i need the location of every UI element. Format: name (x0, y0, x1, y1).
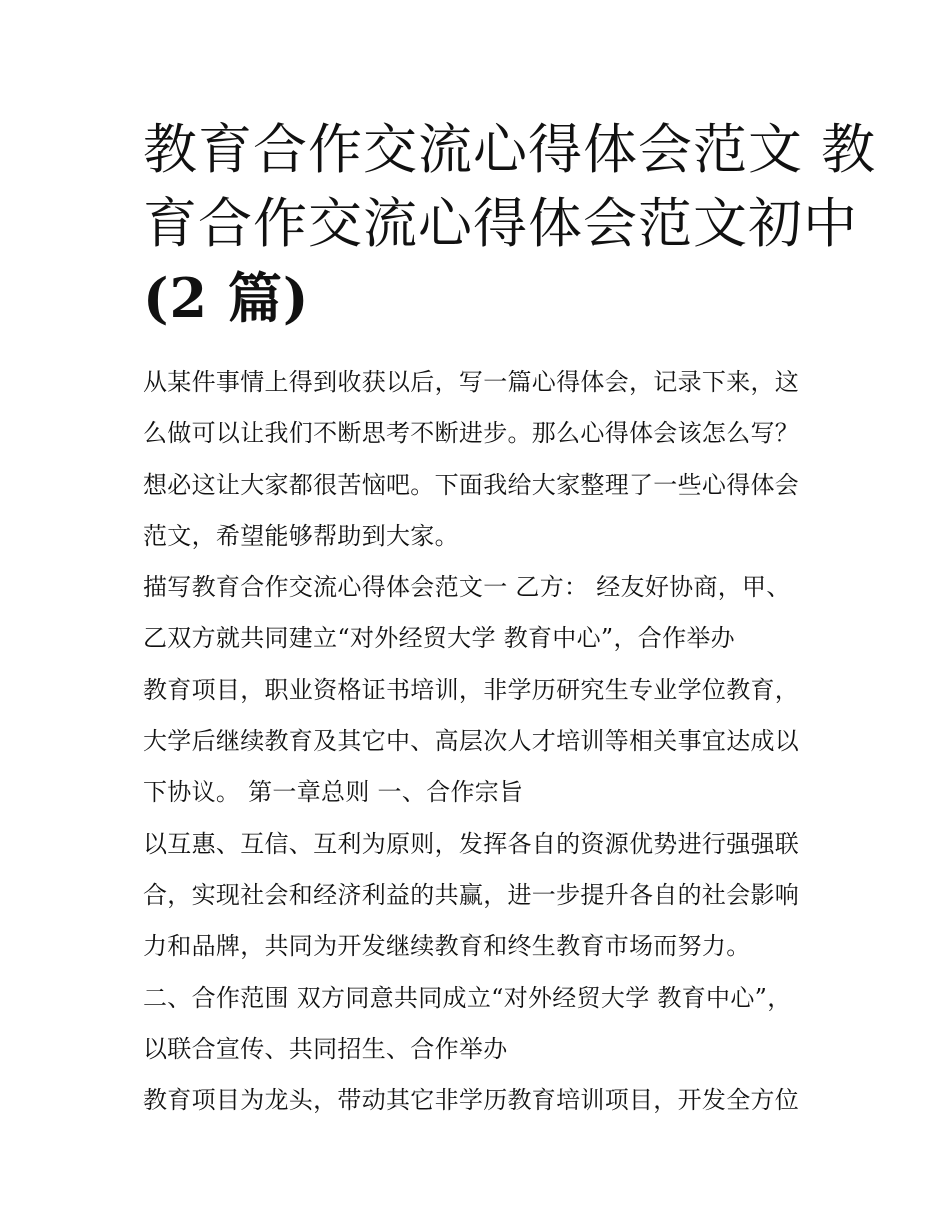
body-line: 教育项目为龙头，带动其它非学历教育培训项目，开发全方位 (143, 1086, 800, 1115)
body-line: 大学后继续教育及其它中、高层次人才培训等相关事宜达成以 (143, 727, 800, 756)
body-line: 下协议。 第一章总则 一、合作宗旨 (143, 778, 524, 807)
body-line: 二、合作范围 双方同意共同成立“对外经贸大学 教育中心”， (143, 983, 792, 1012)
title-line: 育合作交流心得体会范文初中 (143, 192, 858, 255)
document-body (143, 357, 823, 1126)
body-line: 想必这让大家都很苦恼吧。下面我给大家整理了一些心得体会 (143, 470, 800, 499)
document-title (143, 113, 877, 335)
body-line: 从某件事情上得到收获以后，写一篇心得体会，记录下来，这 (143, 368, 800, 396)
body-line: 乙双方就共同建立“对外经贸大学 教育中心”，合作举办 (143, 624, 735, 653)
body-line: 合，实现社会和经济利益的共赢，进一步提升各自的社会影响 (143, 880, 800, 909)
title-line: (2 篇) (143, 266, 310, 330)
body-line: 教育项目，职业资格证书培训，非学历研究生专业学位教育， (143, 675, 800, 704)
title-line: 教育合作交流心得体会范文 教 (143, 118, 877, 181)
body-line: 以互惠、互信、互利为原则，发挥各自的资源优势进行强强联 (143, 829, 800, 858)
body-line: 力和品牌，共同为开发继续教育和终生教育市场而努力。 (143, 932, 751, 961)
body-line: 描写教育合作交流心得体会范文一 乙方： 经友好协商，甲、 (143, 573, 791, 602)
body-line: 以联合宣传、共同招生、合作举办 (143, 1034, 508, 1063)
body-line: 么做可以让我们不断思考不断进步。那么心得体会该怎么写？ (143, 419, 800, 448)
body-line: 范文，希望能够帮助到大家。 (143, 521, 459, 550)
